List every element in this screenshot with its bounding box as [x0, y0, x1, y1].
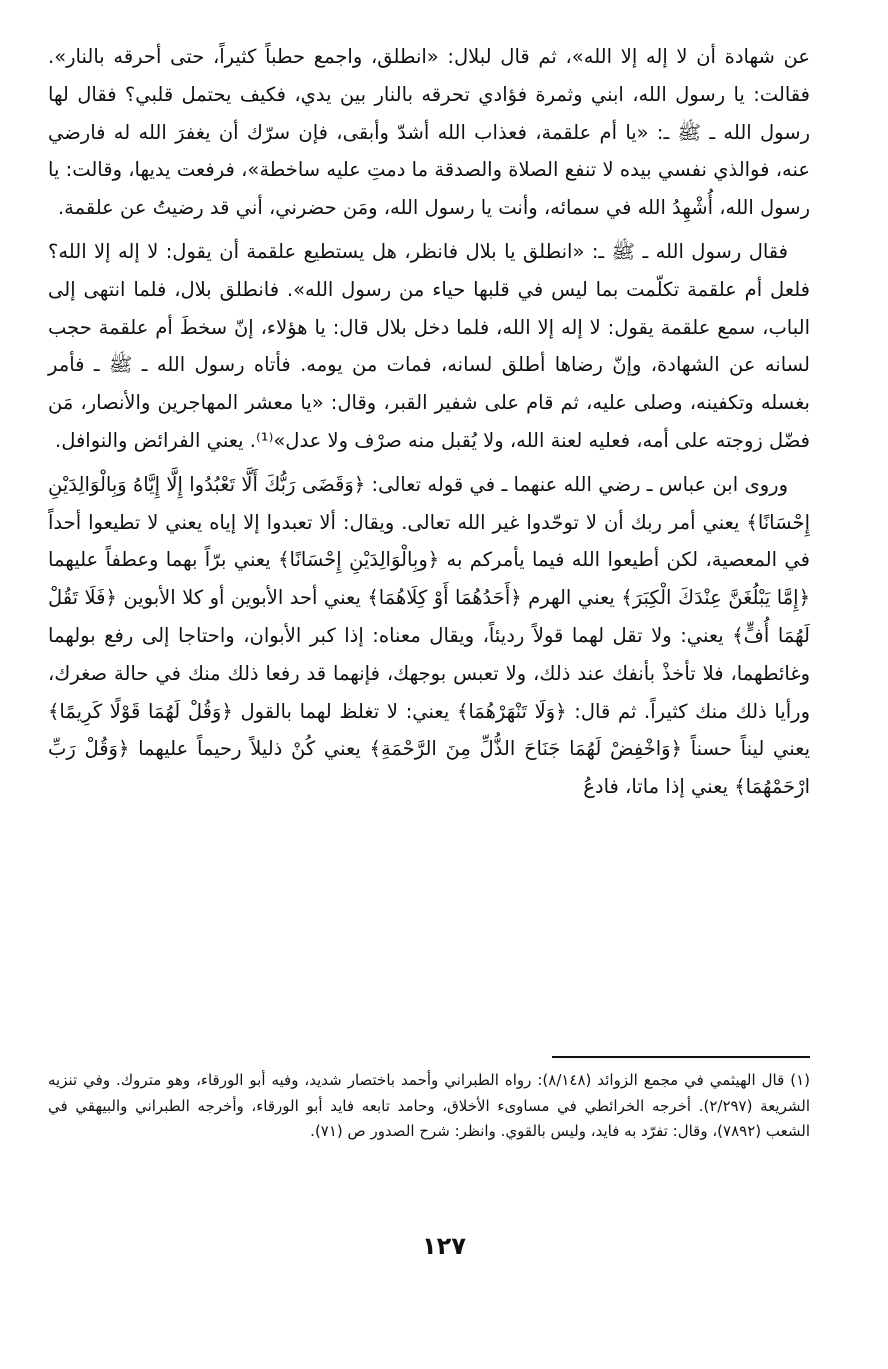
body-paragraph-1: عن شهادة أن لا إله إلا الله»، ثم قال لبلال: «انطلق، واجمع حطباً كثيراً، حتى أحرقه بالنار». فقالت: يا رسول الله، ابني وثمرة فؤادي تحرقه بالنار بين يدي، فكيف يحتمل قلبي؟ فقال لها رسول الله ـ ﷺ ـ: «يا أم علقمة، فعذاب الله أشدّ وأبقى، فإن سرّك أن يغفرَ الله له فارضي عنه، فوالذي نفسي بيده لا تنفع الصلاة والصدقة ما دمتِ عليه ساخطة»، فرفعت يديها، وقالت: يا رسول الله، أُشْهِدُ الله في سمائه، وأنت يا رسول الله، ومَن حضرني، أني قد رضيتُ عن علقمة.	[48, 45, 810, 220]
page-number: ١٢٧	[422, 1232, 466, 1260]
footnote-separator	[552, 1056, 810, 1058]
footnote-1: (١) قال الهيثمي في مجمع الزوائد (٨/١٤٨): رواه الطبراني وأحمد باختصار شديد، وفيه أبو الورقاء، وهو متروك. وفي تنزيه الشريعة (٢/٢٩٧). أخرجه الخرائطي في مساوىء الأخلاق، وحامد تابعه فايد أبو الورقاء، وأخرجه الطبراني والبيهقي في الشعب (٧٨٩٢)، وقال: تفرّد به فايد، وليس بالقوي. وانظر: شرح الصدور ص (٧١).	[48, 1071, 810, 1140]
footnotes	[48, 1068, 810, 1145]
body-paragraph-3: وروى ابن عباس ـ رضي الله عنهما ـ في قوله تعالى: ﴿وَقَضَى رَبُّكَ أَلَّا تَعْبُدُوا إِلَّا إِيَّاهُ وَبِالْوَالِدَيْنِ إِحْسَانًا﴾ يعني أمر ربك أن لا توحّدوا غير الله تعالى. ويقال: ألا تعبدوا إلا إياه يعني لا تطيعوا أحداً في المعصية، لكن أطيعوا الله فيما يأمركم به ﴿وبِالْوَالِدَيْنِ إِحْسَانًا﴾ يعني برّاً بهما وعطفاً عليهما ﴿إِمَّا يَبْلُغَنَّ عِنْدَكَ الْكِبَرَ﴾ يعني الهرم ﴿أَحَدُهُمَا أَوْ كِلَاهُمَا﴾ يعني أحد الأبوين أو كلا الأبوين ﴿فَلَا تَقُلْ لَهُمَا أُفٍّ﴾ يعني: ولا تقل لهما قولاً رديئاً، ويقال معناه: إذا كبر الأبوان، واحتاجا إلى رفع بولهما وغائطهما، فلا تأخذْ بأنفك عند ذلك، ولا تعبس بوجهك، فإنهما قد رفعا ذلك منك في حالة صغرك، ورأيا ذلك منك كثيراً. ثم قال: ﴿وَلَا تَنْهَرْهُمَا﴾ يعني: لا تغلظ لهما بالقول ﴿وَقُلْ لَهُمَا قَوْلًا كَرِيمًا﴾ يعني ليناً حسناً ﴿وَاخْفِضْ لَهُمَا جَنَاحَ الذُّلِّ مِنَ الرَّحْمَةِ﴾ يعني كُنْ ذليلاً رحيماً عليهما ﴿وَقُلْ رَبِّ ارْحَمْهُمَا﴾ يعني إذا ماتا، فادعُ	[48, 472, 810, 799]
body-paragraph-2: فقال رسول الله ـ ﷺ ـ: «انطلق يا بلال فانظر، هل يستطيع علقمة أن يقول: لا إله إلا الله؟ فلعل أم علقمة تكلّمت بما ليس في قلبها حياء من رسول الله». فانطلق بلال، فلما انتهى إلى الباب، سمع علقمة يقول: لا إله إلا الله، فلما دخل بلال قال: يا هؤلاء، إنّ سخطَ أم علقمة حجب لسانه عن الشهادة، وإنّ رضاها أطلق لسانه، فمات من يومه. فأتاه رسول الله ـ ﷺ ـ فأمر بغسله وتكفينه، وصلى عليه، ثم قام على شفير القبر، وقال: «يا معشر المهاجرين والأنصار، مَن فضّل زوجته على أمه، فعليه لعنة الله، ولا يُقبل منه صرْف ولا عدل»⁽¹⁾. يعني الفرائض والنوافل.	[48, 239, 810, 452]
main-text-block	[48, 38, 810, 806]
